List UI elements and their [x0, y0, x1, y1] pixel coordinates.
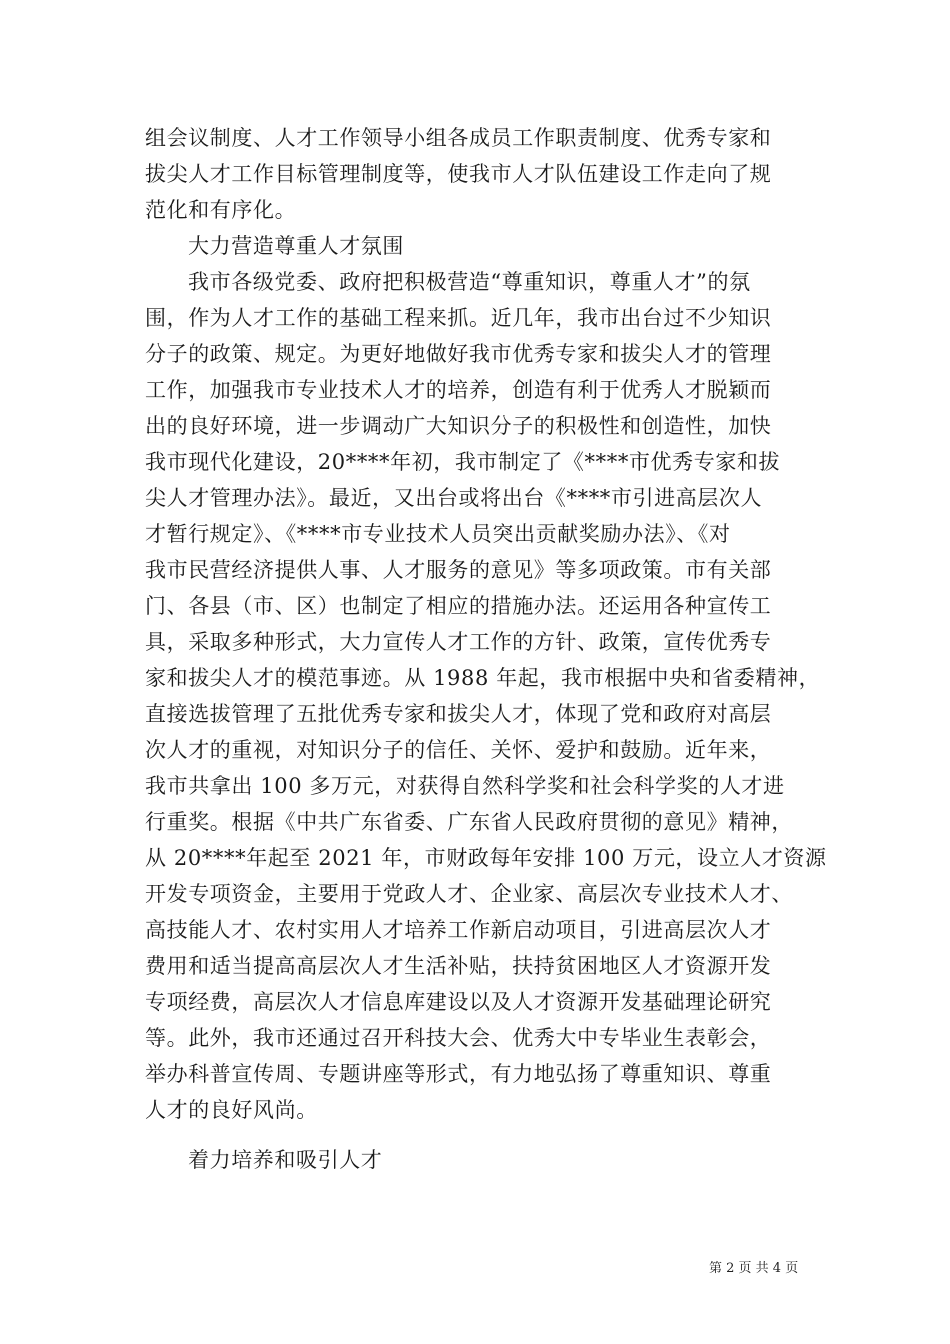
body-text-line: 等。此外，我市还通过召开科技大会、优秀大中专毕业生表彰会， — [145, 1026, 772, 1050]
body-text-line: 我市现代化建设，20****年初，我市制定了《****市优秀专家和拔 — [145, 450, 781, 474]
body-text-line: 才暂行规定》、《****市专业技术人员突出贡献奖励办法》、《对 — [145, 522, 731, 546]
body-text-line: 分子的政策、规定。为更好地做好我市优秀专家和拔尖人才的管理 — [145, 342, 772, 366]
section-heading: 着力培养和吸引人才 — [188, 1148, 383, 1172]
body-text-line: 费用和适当提高高层次人才生活补贴，扶持贫困地区人才资源开发 — [145, 954, 772, 978]
body-text-line: 从 20****年起至 2021 年，市财政每年安排 100 万元，设立人才资源 — [145, 846, 827, 870]
body-text-line: 举办科普宣传周、专题讲座等形式，有力地弘扬了尊重知识、尊重 — [145, 1062, 772, 1086]
body-text-line: 围，作为人才工作的基础工程来抓。近几年，我市出台过不少知识 — [145, 306, 772, 330]
body-text-line: 门、各县（市、区）也制定了相应的措施办法。还运用各种宣传工 — [145, 594, 772, 618]
body-text-line: 人才的良好风尚。 — [145, 1098, 318, 1122]
body-text-line: 开发专项资金，主要用于党政人才、企业家、高层次专业技术人才、 — [145, 882, 793, 906]
body-text-line: 拔尖人才工作目标管理制度等，使我市人才队伍建设工作走向了规 — [145, 162, 772, 186]
body-text-line: 出的良好环境，进一步调动广大知识分子的积极性和创造性，加快 — [145, 414, 772, 438]
body-text-line: 家和拔尖人才的模范事迹。从 1988 年起，我市根据中央和省委精神， — [145, 666, 821, 690]
body-text-line: 直接选拔管理了五批优秀专家和拔尖人才，体现了党和政府对高层 — [145, 702, 772, 726]
body-text-line: 专项经费，高层次人才信息库建设以及人才资源开发基础理论研究 — [145, 990, 772, 1014]
page-number-footer: 第 2 页 共 4 页 — [709, 1261, 799, 1276]
section-heading: 大力营造尊重人才氛围 — [188, 234, 404, 258]
body-text-line: 我市共拿出 100 多万元，对获得自然科学奖和社会科学奖的人才进 — [145, 774, 785, 798]
paragraph-first-line: 我市各级党委、政府把积极营造“尊重知识，尊重人才”的氛 — [188, 270, 751, 294]
body-text-line: 我市民营经济提供人事、人才服务的意见》等多项政策。市有关部 — [145, 558, 772, 582]
body-text-line: 组会议制度、人才工作领导小组各成员工作职责制度、优秀专家和 — [145, 126, 772, 150]
body-text-line: 次人才的重视，对知识分子的信任、关怀、爱护和鼓励。近年来， — [145, 738, 772, 762]
body-text-line: 具，采取多种形式，大力宣传人才工作的方针、政策，宣传优秀专 — [145, 630, 772, 654]
body-text-line: 高技能人才、农村实用人才培养工作新启动项目，引进高层次人才 — [145, 918, 772, 942]
body-text-line: 范化和有序化。 — [145, 198, 297, 222]
body-text-line: 行重奖。根据《中共广东省委、广东省人民政府贯彻的意见》精神， — [145, 810, 793, 834]
body-text-line: 尖人才管理办法》。最近，又出台或将出台《****市引进高层次人 — [145, 486, 763, 510]
body-text-line: 工作，加强我市专业技术人才的培养，创造有利于优秀人才脱颖而 — [145, 378, 772, 402]
